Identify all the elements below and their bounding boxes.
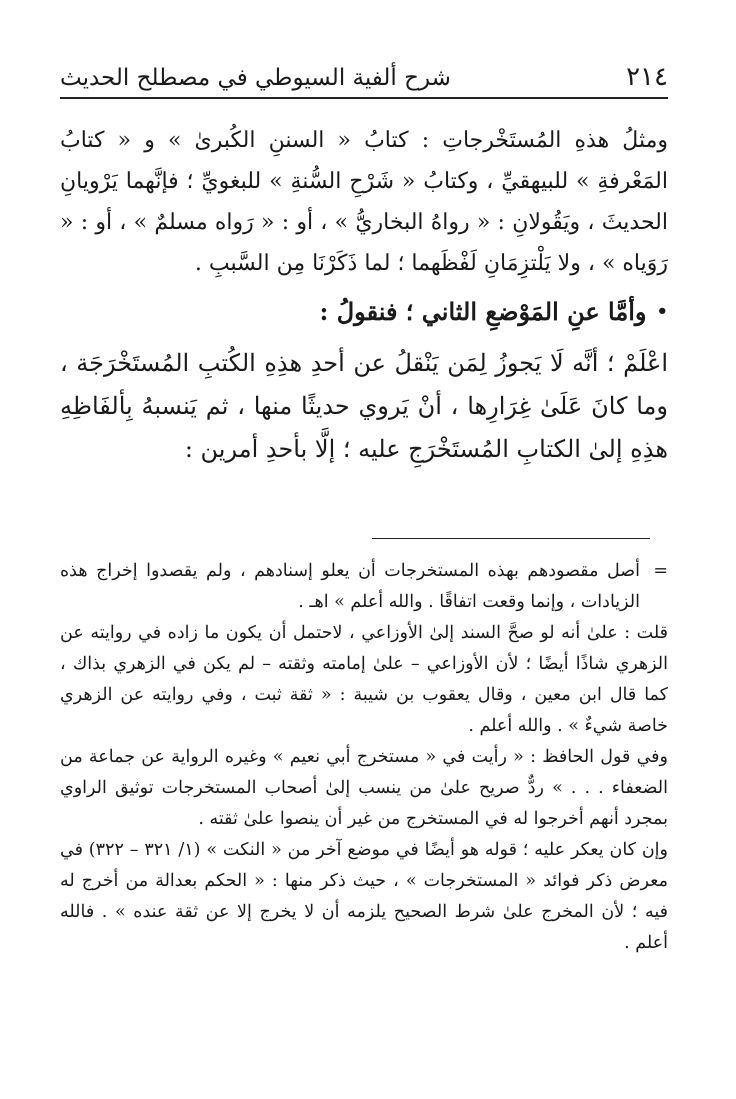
section-heading [60,286,668,338]
heading-text: وأمَّا عنِ المَوْضعِ الثاني ؛ فنقولُ : [319,297,647,326]
continuation-mark: = [653,561,668,581]
page-number: ٢١٤ [626,62,668,92]
running-title: شرح ألفية السيوطي في مصطلح الحديث [60,65,451,91]
footnote-text-2: قلت : علىٰ أنه لو صحَّ السند إلىٰ الأوزاعي ، لاحتمل أن يكون ما زاده في روايته عن الزهري شاذًا أيضًا ؛ لأن الأوزاعي – علىٰ إمامته وثقته – لم يكن في الزهري بذاك ، كما قال ابن معين ، وقال يعقوب بن شيبة : « ثقة ثبت ، وفي روايته عن الزهري خاصة شيءٌ » . والله أعلم . [60,623,668,736]
footnote-separator [372,538,650,539]
footnote-continuation [60,556,668,618]
bullet-icon: • [656,301,668,322]
footnote-text-1: أصل مقصودهم بهذه المستخرجات أن يعلو إسنادهم ، ولم يقصدوا إخراج هذه الزيادات ، وإنما وقعت اتفاقًا . والله أعلم » اهـ . [60,561,640,612]
page-header [60,52,668,96]
footnote-text-3: وفي قول الحافظ : « رأيت في « مستخرج أبي نعيم » وغيره الرواية عن جماعة من الضعفاء . . . » ردٌّ صريح علىٰ من ينسب إلىٰ أصحاب المستخرجات توثيق الراوي بمجرد أنهم أخرجوا له في المستخرج من غير أن ينصوا علىٰ ثقته . [60,747,668,829]
main-text [60,120,668,471]
footnote-text-4: وإن كان يعكر عليه ؛ قوله هو أيضًا في موضع آخر من « النكت » (١/ ٣٢١ – ٣٢٢) في معرض ذكر فوائد « المستخرجات » ، حيث ذكر منها : « الحكم بعدالة من أخرج له فيه ؛ لأن المخرج علىٰ شرط الصحيح يلزمه أن لا يخرج إلا عن ثقة عنده » . فالله أعلم . [60,840,668,953]
header-rule [60,97,668,99]
paragraph-2: اعْلَمْ ؛ أنَّه لَا يَجوزُ لِمَن يَنْقلُ عن أحدِ هذِهِ الكُتبِ المُستَخْرَجَة ، وما كانَ عَلَىٰ غِرَارِها ، أنْ يَروي حديثًا منها ، ثم يَنسبهُ بِألفَاظِهِ هذِهِ إلىٰ الكتابِ المُستَخْرَجِ عليه ؛ إلَّا بأحدِ أمرين : [60,349,668,463]
paragraph-1: ومثلُ هذهِ المُستَخْرجاتِ : كتابُ « السننِ الكُبرىٰ » و « كتابُ المَعْرفةِ » للبيهقيِّ ، وكتابُ « شَرْحِ السُّنةِ » للبغويِّ ؛ فإنَّهما يَرْويانِ الحديثَ ، ويَقُولانِ : « رواهُ البخاريُّ » ، أو : « رَواه مسلمٌ » ، أو : « رَوَياه » ، ولا يَلْتزِمَانِ لَفْظَهما ؛ لما ذَكَرْنَا مِن السَّببِ . [60,128,668,276]
footnotes [60,556,668,959]
